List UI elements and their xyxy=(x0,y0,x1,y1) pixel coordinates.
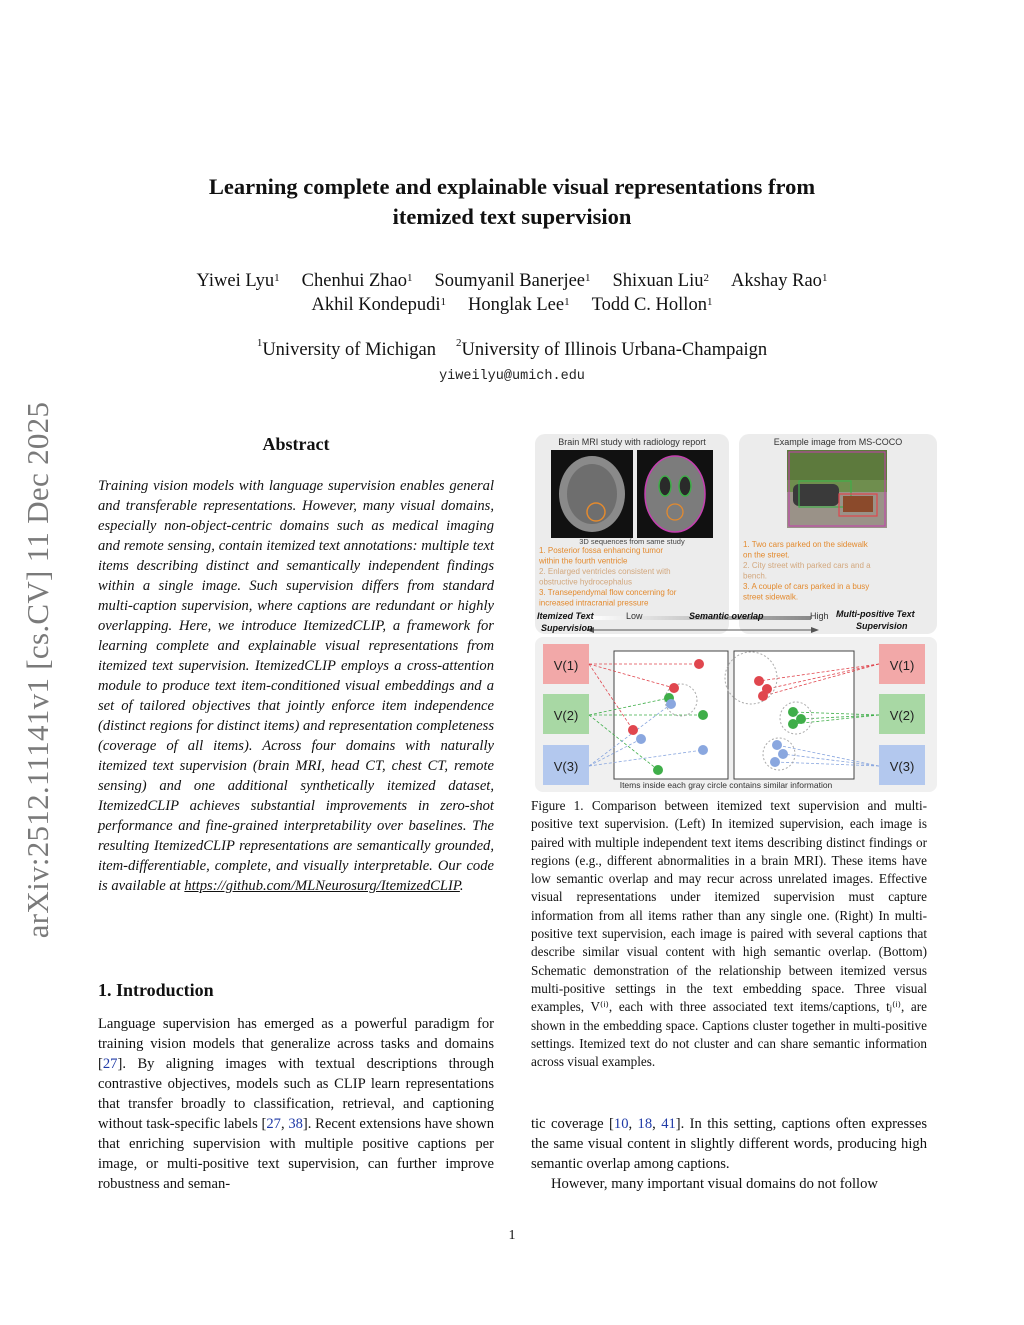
abstract-heading: Abstract xyxy=(262,434,330,454)
affiliation-mark: 1 xyxy=(256,337,263,349)
citation-link[interactable]: 10 xyxy=(613,1116,629,1132)
author-name: Akhil Kondepudi xyxy=(311,295,441,315)
intro-text-1: Language supervision has emerged as a powerful paradigm for training vision models that generalize across tasks and domains [ xyxy=(98,1016,494,1072)
text-item-dot xyxy=(694,659,704,669)
text-item-dot xyxy=(636,734,646,744)
text-item-dot xyxy=(788,707,798,717)
overlap-label: Semantic overlap xyxy=(689,611,764,621)
text-item-dot xyxy=(788,719,798,729)
authors-row-1 xyxy=(120,270,904,293)
author xyxy=(592,294,713,317)
citation-link[interactable]: 18 xyxy=(637,1116,653,1132)
code-link[interactable]: https://github.com/MLNeurosurg/ItemizedCLIP xyxy=(184,878,460,894)
title-line-1: Learning complete and explainable visual representations from xyxy=(208,174,816,199)
authors-row-2 xyxy=(120,294,904,317)
itemized-label-1: Itemized Text xyxy=(537,611,594,621)
right-text-3: However, many important visual domains do not follow xyxy=(551,1176,878,1192)
paper-title xyxy=(120,172,904,232)
author-affiliation-mark: 1 xyxy=(706,296,713,308)
text-item-dot xyxy=(698,745,708,755)
author-affiliation-mark: 1 xyxy=(821,272,828,284)
right-column-paragraph: tic coverage [10, 18, 41]. In this setting, captions often expresses the same visual content in slightly different words, producing high semantic overlap among captions. However, many important visual domains do not follow xyxy=(531,1116,928,1192)
figure-item-line: bench. xyxy=(743,571,768,581)
author-affiliation-mark: 1 xyxy=(274,272,280,284)
author xyxy=(613,270,709,293)
coco-image xyxy=(787,450,887,528)
author-name: Shixuan Liu xyxy=(612,271,704,291)
figure-item-line: 3. A couple of cars parked in a busy xyxy=(743,582,870,591)
figure-item-line: on the street. xyxy=(743,550,790,560)
author-name: Honglak Lee xyxy=(468,295,565,315)
text-item-dot xyxy=(754,676,764,686)
figure-item-line: 2. Enlarged ventricles consistent with xyxy=(539,567,671,576)
bottom-note: Items inside each gray circle contains similar information xyxy=(619,780,833,790)
figure-1 xyxy=(531,432,941,792)
multi-label-1: Multi-positive Text xyxy=(836,609,915,619)
abstract-text: Training vision models with language supervision enables general and transferable representations. However, many visual domains, especially non-object-centric domains such as medical imaging and remote sensing, contain itemized text annotations: multiple text items describing distinct and semantically independent findings within a single image. Such supervision differs from standard multi-caption supervision, where captions are redundant or highly overlapping. Here, we introduce ItemizedCLIP, a framework for learning complete and explainable visual representations from itemized text supervision. ItemizedCLIP employs a cross-attention module to produce text item-conditioned visual embeddings and a set of tailored objectives that jointly enforce item independence (distinct regions for distinct items) and representation completeness (coverage of all items). Across four domains with naturally itemized text supervision (brain MRI, head CT, chest CT, remote sensing) and one additional synthetically itemized dataset, ItemizedCLIP achieves substantial improvements in zero-shot performance and fine-grained interpretability over baselines. The resulting ItemizedCLIP representations are semantically grounded, item-differentiable, complete, and visually interpretable. Our code is available at xyxy=(98,478,495,894)
author-affiliation-mark: 1 xyxy=(406,272,413,284)
right-text-1: tic coverage [ xyxy=(531,1116,614,1132)
figure-1-graphic xyxy=(531,432,941,792)
multi-label-2: Supervision xyxy=(856,621,908,631)
figure-item-line: street sidewalk. xyxy=(743,592,799,602)
page-number: 1 xyxy=(508,1228,516,1243)
title-line-2: itemized text supervision xyxy=(392,204,632,229)
author xyxy=(434,270,590,293)
author-name: Yiwei Lyu xyxy=(196,271,275,291)
author-name: Akshay Rao xyxy=(730,271,822,291)
affiliation-name: University of Illinois Urbana-Champaign xyxy=(461,340,768,360)
v1-label-left: V(1) xyxy=(553,658,579,673)
affiliation-mark: 2 xyxy=(455,337,462,349)
text-item-dot xyxy=(770,757,780,767)
text-item-dot xyxy=(772,740,782,750)
email: yiweilyu@umich.edu xyxy=(439,369,585,384)
mri-image-1 xyxy=(551,450,633,538)
text-item-dot xyxy=(669,683,679,693)
figure-caption: Figure 1. Comparison between itemized text supervision and multi-positive text supervision. (Left) In itemized supervision, each image is paired with multiple independent text items describing distinct findings or regions (e.g., different abnormalities in a brain MRI). These items have low semantic overlap and may recur across unrelated images. Effective visual representations under itemized supervision must capture information from all items rather than any single one. (Right) In multi-positive text supervision, each image is paired with several captions that describe similar visual content with high semantic overlap. (Bottom) Schematic demonstration of the relationship between itemized versus multi-positive settings in the text embedding space. Three visual examples, V⁽ⁱ⁾, each with three associated text items/captions, tⱼ⁽ⁱ⁾, are shown in the embedding space. Captions cluster together in multi-positive settings. Itemized text do not cluster and can share semantic information across visual examples. xyxy=(531,798,927,1070)
author-name: Chenhui Zhao xyxy=(301,271,407,291)
v2-label-left: V(2) xyxy=(553,708,579,723)
citation-link[interactable]: 27 xyxy=(266,1116,281,1132)
affiliation xyxy=(455,337,768,360)
author-name: Todd C. Hollon xyxy=(591,295,707,315)
right-text-2: ]. In this setting, captions often expresses the same visual content in slightly different words, producing high semantic overlap among captions. xyxy=(531,1116,928,1172)
figure-item-line: obstructive hydrocephalus xyxy=(539,577,632,587)
left-subnote: 3D sequences from same study xyxy=(579,537,685,546)
intro-heading: 1. Introduction xyxy=(98,980,214,1000)
author xyxy=(302,270,413,293)
text-item-dot xyxy=(666,699,676,709)
text-item-dot xyxy=(628,725,638,735)
figure-item-line: within the fourth ventricle xyxy=(539,556,628,566)
abstract-body xyxy=(98,476,494,896)
author-affiliation-mark: 1 xyxy=(564,296,570,308)
text-item-dot xyxy=(778,749,788,759)
intro-paragraph: Language supervision has emerged as a powerful paradigm for training vision models that generalize across tasks and domains [27]. By aligning images with textual descriptions through contrastive objectives, models such as CLIP learn representations that transfer broadly to classification, retrieval, and captioning without task-specific labels [27, 38]. Recent extensions have shown that enriching supervision with multiple positive captions per image, or multi-positive text supervision, can further improve robustness and seman- xyxy=(98,1016,495,1192)
author-affiliation-mark: 1 xyxy=(585,272,591,284)
citation-link[interactable]: 27 xyxy=(102,1056,118,1072)
low-label: Low xyxy=(626,611,643,621)
text-item-dot xyxy=(653,765,663,775)
figure-item-line: increased intracranial pressure xyxy=(539,598,649,608)
affiliation xyxy=(256,337,436,360)
right-panel-title: Example image from MS-COCO xyxy=(773,437,903,447)
v3-label-right: V(3) xyxy=(889,759,915,774)
high-label: High xyxy=(810,611,829,621)
arxiv-identifier-text: arXiv:2512.11141v1 [cs.CV] 11 Dec 2025 xyxy=(20,401,55,939)
author-affiliation-mark: 1 xyxy=(440,296,447,308)
author-name: Soumyanil Banerjee xyxy=(434,271,586,291)
text-item-dot xyxy=(758,691,768,701)
author xyxy=(197,270,280,293)
text-item-dot xyxy=(698,710,708,720)
author xyxy=(468,294,570,317)
citation-link[interactable]: 38 xyxy=(288,1116,303,1132)
figure-item-line: 3. Transependymal flow concerning for xyxy=(539,588,677,597)
mri-image-2 xyxy=(637,450,713,538)
left-panel-title: Brain MRI study with radiology report xyxy=(558,437,706,447)
v1-label-right: V(1) xyxy=(889,658,915,673)
intro-text-2: ]. By aligning images with textual descriptions through contrastive objectives, models such as CLIP learn representations that transfer broadly to classification, retrieval, and captioning without task-specific labels [ xyxy=(98,1056,494,1132)
figure-item-line: 1. Posterior fossa enhancing tumor xyxy=(539,546,664,555)
citation-link[interactable]: 41 xyxy=(661,1116,676,1132)
affiliation-name: University of Michigan xyxy=(262,340,436,360)
arxiv-identifier xyxy=(8,370,68,970)
intro-text-3: ]. Recent extensions have shown that enriching supervision with multiple positive captions per image, or multi-positive text supervision, can further improve robustness and seman- xyxy=(98,1116,495,1192)
author-affiliation-mark: 2 xyxy=(703,272,709,284)
author xyxy=(312,294,446,317)
itemized-label-2: Supervision xyxy=(541,623,593,633)
v2-label-right: V(2) xyxy=(889,708,915,723)
abstract-end: . xyxy=(459,878,464,894)
figure-item-line: 1. Two cars parked on the sidewalk xyxy=(743,540,868,549)
author xyxy=(731,270,827,293)
affiliations xyxy=(120,337,904,361)
v3-label-left: V(3) xyxy=(553,759,579,774)
figure-item-line: 2. City street with parked cars and a xyxy=(743,561,871,570)
